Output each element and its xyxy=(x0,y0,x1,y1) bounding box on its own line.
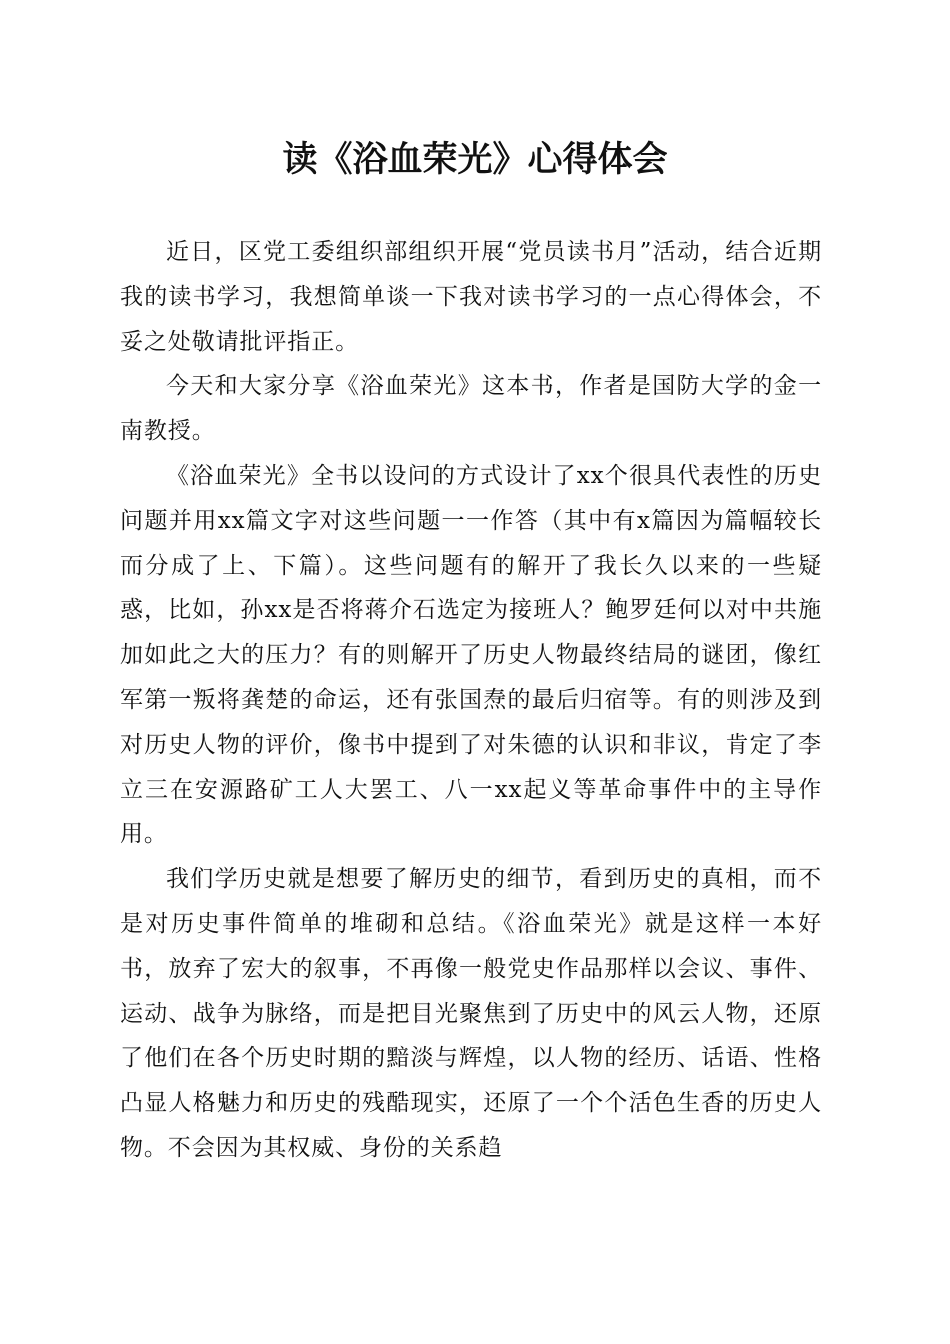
paragraph-2: 今天和大家分享《浴血荣光》这本书，作者是国防大学的金一南教授。 xyxy=(120,373,822,445)
document-title: 读《浴血荣光》心得体会 xyxy=(282,139,668,180)
paragraph-1: 近日，区党工委组织部组织开展“党员读书月”活动，结合近期我的读书学习，我想简单谈一下我对读书学习的一点心得体会，不妥之处敬请批评指正。 xyxy=(120,239,822,355)
paragraph-3: 《浴血荣光》全书以设问的方式设计了xx个很具代表性的历史问题并用xx篇文字对这些问题一一作答（其中有x篇因为篇幅较长而分成了上、下篇）。这些问题有的解开了我长久以来的一些疑惑，比如，孙xx是否将蒋介石选定为接班人？鲍罗廷何以对中共施加如此之大的压力？有的则解开了历史人物最终结局的谜团，像红军第一叛将龚楚的命运，还有张国焘的最后归宿等。有的则涉及到对历史人物的评价，像书中提到了对朱德的认识和非议，肯定了李立三在安源路矿工人大罢工、八一xx起义等革命事件中的主导作用。 xyxy=(120,462,822,848)
paragraph-4: 我们学历史就是想要了解历史的细节，看到历史的真相，而不是对历史事件简单的堆砌和总结。《浴血荣光》就是这样一本好书，放弃了宏大的叙事，不再像一般党史作品那样以会议、事件、运动、战争为脉络，而是把目光聚焦到了历史中的风云人物，还原了他们在各个历史时期的黯淡与辉煌，以人物的经历、话语、性格凸显人格魅力和历史的残酷现实，还原了一个个活色生香的历史人物。不会因为其权威、身份的关系趋 xyxy=(120,866,822,1161)
document-body xyxy=(120,230,822,1171)
